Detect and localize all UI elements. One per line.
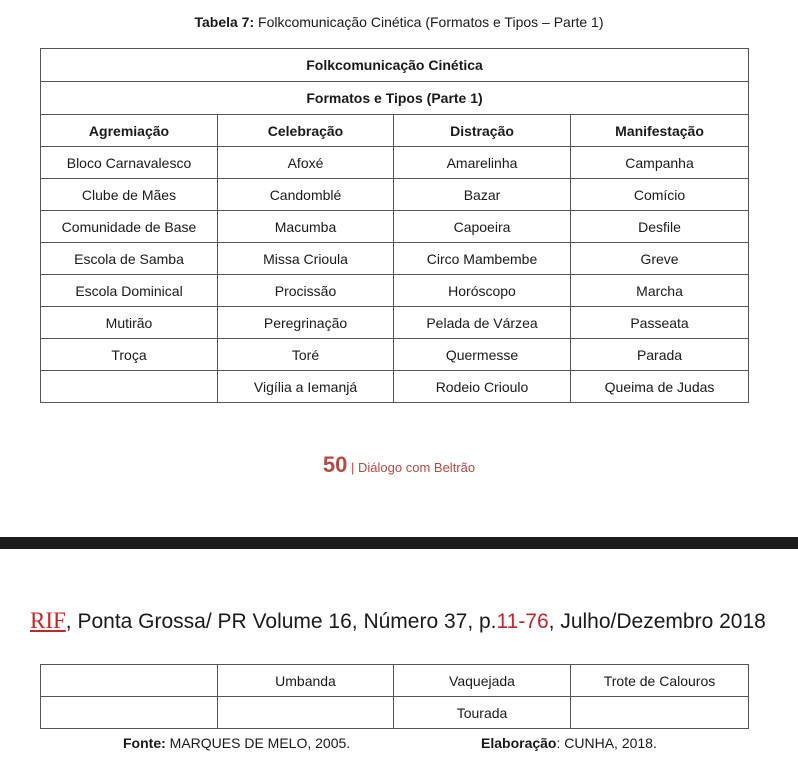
table-cell: Marcha (571, 275, 749, 307)
source-label: Fonte: (123, 735, 166, 751)
table-cell: Vaquejada (394, 665, 571, 697)
table-cell: Procissão (218, 275, 394, 307)
journal-pages: 11-76 (496, 610, 549, 633)
table-cell: Greve (571, 243, 749, 275)
header-distracao: Distração (394, 115, 571, 147)
table-cell: Clube de Mães (41, 179, 218, 211)
header-agremiacao: Agremiação (41, 115, 218, 147)
table-source (123, 735, 350, 751)
table-cell: Candomblé (218, 179, 394, 211)
table-cell (41, 371, 218, 403)
table-cell (41, 665, 218, 697)
table-cell: Amarelinha (394, 147, 571, 179)
table-cell: Comunidade de Base (41, 211, 218, 243)
page-number: 50 (322, 452, 348, 477)
table-cell: Campanha (571, 147, 749, 179)
table-cell: Desfile (571, 211, 749, 243)
journal-info: , Ponta Grossa/ PR Volume 16, Número 37, p. (65, 610, 497, 633)
table-cell: Quermesse (394, 339, 571, 371)
header-manifestacao: Manifestação (571, 115, 749, 147)
credit-text: : CUNHA, 2018. (556, 735, 657, 751)
table-cell: Missa Crioula (218, 243, 394, 275)
table-cell: Vigília a Iemanjá (218, 371, 394, 403)
table-cell: Escola Dominical (41, 275, 218, 307)
table-cell: Afoxé (218, 147, 394, 179)
table-cell: Rodeio Crioulo (394, 371, 571, 403)
table-row (41, 211, 749, 243)
table-row (41, 665, 749, 697)
credit-label: Elaboração (481, 735, 557, 751)
table-cell: Trote de Calouros (571, 665, 749, 697)
table-cell (218, 697, 394, 729)
journal-date: , Julho/Dezembro 2018 (548, 610, 766, 633)
kinetic-folkcommunication-table-continued (40, 664, 749, 729)
table-cell: Pelada de Várzea (394, 307, 571, 339)
table-cell: Horóscopo (394, 275, 571, 307)
table-row (41, 275, 749, 307)
caption-label: Tabela 7: (194, 14, 255, 30)
footer-section: Diálogo com Beltrão (358, 460, 476, 475)
table-cell: Bazar (394, 179, 571, 211)
table-cell: Parada (571, 339, 749, 371)
table-cell: Circo Mambembe (394, 243, 571, 275)
kinetic-folkcommunication-table (40, 48, 749, 403)
footer-separator: | (351, 460, 355, 475)
table-cell: Escola de Samba (41, 243, 218, 275)
table-cell: Comício (571, 179, 749, 211)
table-cell: Capoeira (394, 211, 571, 243)
header-celebracao: Celebração (218, 115, 394, 147)
table-cell: Bloco Carnavalesco (41, 147, 218, 179)
journal-header (30, 608, 798, 634)
caption-text: Folkcomunicação Cinética (Formatos e Tipos – Parte 1) (258, 14, 604, 30)
table-cell: Queima de Judas (571, 371, 749, 403)
table-row (41, 307, 749, 339)
journal-logo: RIF (30, 608, 66, 633)
table-credit (481, 735, 657, 751)
table-row (41, 243, 749, 275)
table-cell: Peregrinação (218, 307, 394, 339)
table-caption (0, 14, 798, 30)
table-row (41, 147, 749, 179)
source-text: MARQUES DE MELO, 2005. (165, 735, 351, 751)
table-row (41, 697, 749, 729)
table-cell: Umbanda (218, 665, 394, 697)
table-title: Folkcomunicação Cinética (41, 49, 749, 82)
table-cell: Mutirão (41, 307, 218, 339)
page-break-bar (0, 537, 798, 549)
table-cell (41, 697, 218, 729)
header-row (41, 115, 749, 147)
page-footer (0, 452, 798, 478)
table-subtitle: Formatos e Tipos (Parte 1) (41, 82, 749, 115)
table-cell: Passeata (571, 307, 749, 339)
table-cell: Toré (218, 339, 394, 371)
table-row (41, 339, 749, 371)
table-row (41, 179, 749, 211)
table-cell (571, 697, 749, 729)
table-row (41, 371, 749, 403)
table-cell: Tourada (394, 697, 571, 729)
table-cell: Macumba (218, 211, 394, 243)
table-cell: Troça (41, 339, 218, 371)
